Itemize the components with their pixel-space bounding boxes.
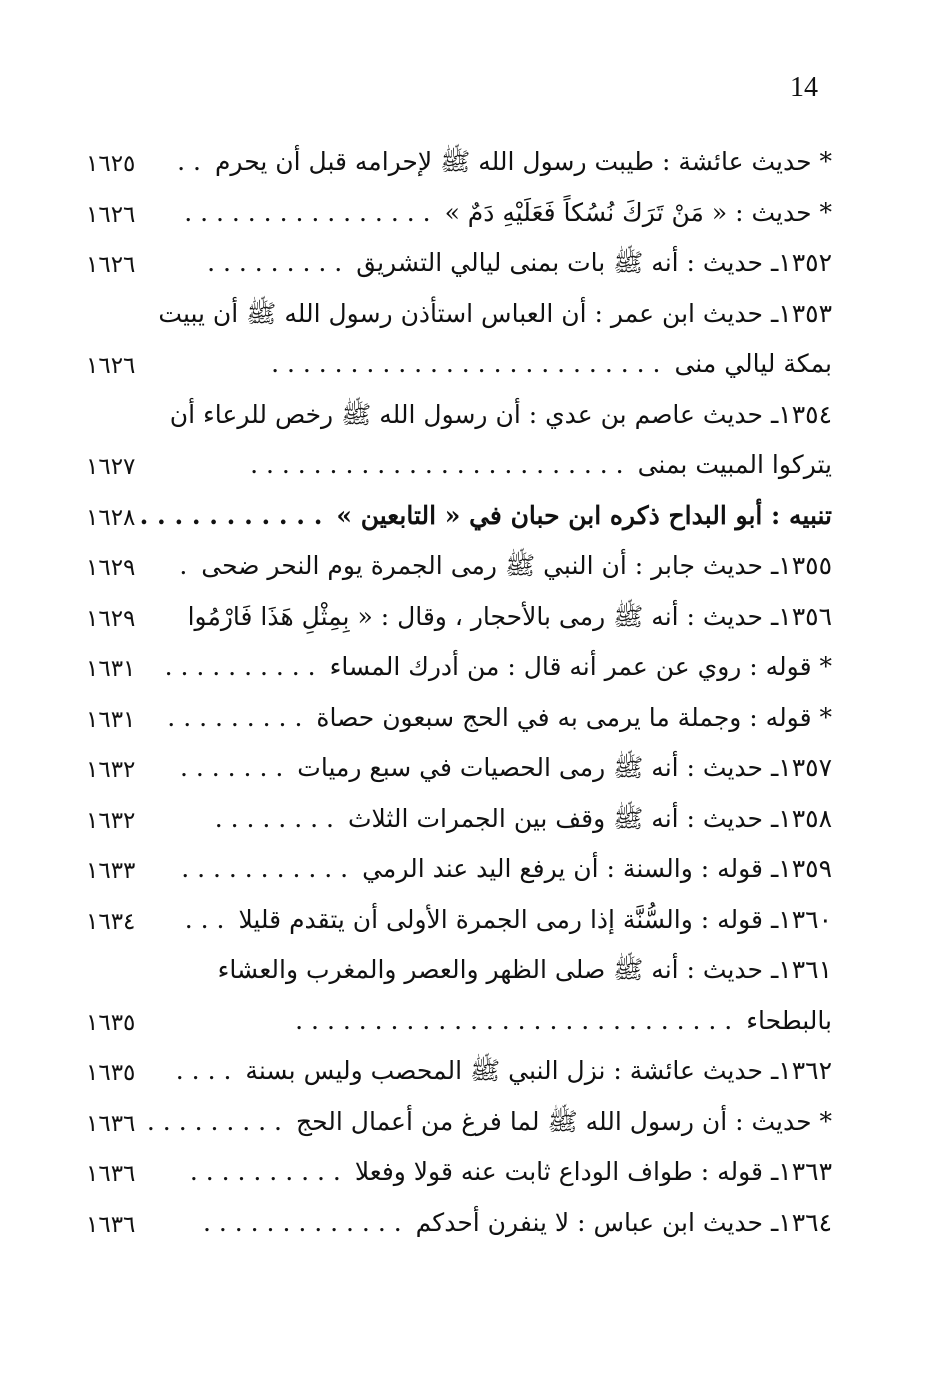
- toc-row: [0, 1098, 948, 1149]
- toc-entry-text: [190, 1154, 832, 1190]
- entry-title: ١٣٦٣ـ قوله : طواف الوداع ثابت عنه قولا وفعلا: [354, 1157, 832, 1186]
- toc-entry-text: [175, 1053, 832, 1089]
- table-of-contents: [0, 138, 948, 1249]
- entry-title: * قوله : وجملة ما يرمى به في الحج سبعون حصاة: [316, 702, 832, 732]
- toc-page-number: ١٦٣٢: [86, 807, 136, 834]
- leader-dots: . . . . . . . . .: [146, 1106, 283, 1136]
- toc-entry-text: [167, 700, 832, 736]
- entry-title: ١٣٥٦ـ حديث : أنه ﷺ رمى بالأحجار ، وقال : « بِمِثْلِ هَذَا فَارْمُوا: [187, 601, 832, 631]
- leader-dots: . . . . . . . . . . . . . . . . . . . . . . . . .: [271, 349, 661, 378]
- toc-row: [0, 694, 948, 745]
- toc-row: [0, 441, 948, 492]
- leader-dots: . . . . . . . . . . .: [139, 500, 323, 530]
- entry-title: ١٣٦٤ـ حديث ابن عباس : لا ينفرن أحدكم: [415, 1207, 832, 1237]
- entry-title: ١٣٥٩ـ قوله : والسنة : أن يرفع اليد عند الرمي: [362, 854, 832, 883]
- leader-dots: . . . . . . . . . . . . . . . .: [184, 197, 431, 227]
- toc-row: [0, 593, 948, 644]
- toc-page-number: ١٦٢٩: [86, 555, 136, 581]
- toc-page-number: ١٦٣١: [86, 706, 136, 733]
- toc-entry-text: [169, 397, 832, 433]
- toc-row: [0, 946, 948, 997]
- entry-title: ١٣٥٤ـ حديث عاصم بن عدي : أن رسول الله ﷺ رخص للرعاء أن: [169, 399, 832, 429]
- toc-page-number: ١٦٣٥: [86, 1009, 136, 1036]
- toc-row: [0, 290, 948, 341]
- leader-dots: . . . . . . . . .: [207, 248, 343, 277]
- entry-title: ١٣٥٨ـ حديث : أنه ﷺ وقف بين الجمرات الثلاث: [347, 803, 832, 833]
- toc-row: [0, 845, 948, 896]
- entry-title: * حديث عائشة : طيبت رسول الله ﷺ لإحرامه قبل أن يحرم: [214, 147, 832, 176]
- toc-page-number: ١٦٣٢: [86, 757, 136, 783]
- entry-title: ١٣٥٧ـ حديث : أنه ﷺ رمى الحصيات في سبع رميات: [297, 753, 832, 782]
- entry-title: * قوله : روي عن عمر أنه قال : من أدرك المساء: [329, 652, 832, 681]
- toc-entry-text: [190, 1205, 832, 1241]
- entry-title: ١٣٥٣ـ حديث ابن عمر : أن العباس استأذن رسول الله ﷺ أن يبيت: [158, 298, 832, 328]
- toc-entry-text: [177, 144, 832, 180]
- entry-title: بالبطحاء: [746, 1005, 832, 1035]
- toc-row: [0, 1047, 948, 1098]
- toc-row: [0, 340, 948, 391]
- toc-page-number: ١٦٢٦: [86, 201, 136, 228]
- toc-entry-text: [139, 498, 832, 534]
- leader-dots: . . . . . . . . . . . . .: [202, 1207, 402, 1237]
- leader-dots: . . . . . . . . .: [167, 702, 303, 732]
- leader-dots: . . .: [184, 904, 225, 934]
- toc-row: [0, 744, 948, 795]
- toc-entry-text: [179, 750, 832, 786]
- toc-page-number: ١٦٣٣: [86, 858, 136, 884]
- toc-entry-text: [190, 1003, 832, 1039]
- entry-title: * حديث : « مَنْ تَرَكَ نُسُكاً فَعَلَيْهِ دَمٌ »: [444, 197, 832, 227]
- toc-row: [0, 643, 948, 694]
- toc-entry-text: [164, 649, 832, 685]
- entry-title: تنبيه : أبو البداح ذكره ابن حبان في « التابعين »: [336, 500, 832, 530]
- toc-row: [0, 795, 948, 846]
- toc-row: [0, 1199, 948, 1250]
- toc-page-number: ١٦٣٤: [86, 908, 136, 935]
- toc-page-number: ١٦٢٦: [86, 252, 136, 278]
- entry-title: ١٣٦٢ـ حديث عائشة : نزل النبي ﷺ المحصب وليس بسنة: [245, 1056, 832, 1085]
- toc-page-number: ١٦٣٦: [86, 1110, 136, 1137]
- toc-entry-text: [190, 447, 832, 483]
- toc-entry-text: [184, 902, 832, 938]
- toc-row: [0, 1148, 948, 1199]
- leader-dots: . . . . . . . . . .: [164, 652, 316, 681]
- leader-dots: . . . . . . . . . . .: [181, 854, 349, 883]
- toc-entry-text: [190, 346, 832, 382]
- leader-dots: . . . .: [175, 1056, 232, 1085]
- toc-row: [0, 997, 948, 1048]
- entry-title: يتركوا المبيت بمنى: [637, 450, 832, 479]
- toc-page-number: ١٦٢٩: [86, 605, 136, 632]
- toc-row: [0, 391, 948, 442]
- toc-page-number: ١٦٢٦: [86, 353, 136, 379]
- toc-page-number: ١٦٢٧: [86, 454, 136, 480]
- toc-page-number: ١٦٣٥: [86, 1060, 136, 1086]
- entry-title: ١٣٥٢ـ حديث : أنه ﷺ بات بمنى ليالي التشريق: [356, 248, 832, 277]
- leader-dots: .: [179, 551, 188, 580]
- toc-page-number: ١٦٢٨: [86, 504, 136, 531]
- toc-page-number: ١٦٣٦: [86, 1211, 136, 1238]
- entry-title: ١٣٦٠ـ قوله : والسُّنَّة إذا رمى الجمرة الأولى أن يتقدم قليلا: [238, 904, 832, 934]
- toc-row: [0, 239, 948, 290]
- entry-title: ١٣٥٥ـ حديث جابر : أن النبي ﷺ رمى الجمرة يوم النحر ضحى: [201, 551, 832, 580]
- toc-entry-text: [146, 1104, 832, 1140]
- page-number: 14: [790, 72, 818, 103]
- toc-row: [0, 189, 948, 240]
- leader-dots: . . . . . . .: [179, 753, 284, 782]
- leader-dots: . . . . . . . . . . . . . . . . . . . . . . . . . . . .: [295, 1005, 733, 1035]
- toc-entry-text: [184, 195, 832, 231]
- toc-entry-text: [187, 599, 832, 635]
- leader-dots: . . . . . . . . . . . . . . . . . . . . . . . .: [250, 450, 624, 479]
- entry-title: ١٣٦١ـ حديث : أنه ﷺ صلى الظهر والعصر والمغرب والعشاء: [217, 955, 832, 984]
- toc-row: [0, 492, 948, 543]
- leader-dots: . . . . . . . . . .: [189, 1157, 341, 1186]
- toc-entry-text: [179, 548, 832, 584]
- toc-entry-text: [190, 245, 832, 281]
- leader-dots: . .: [177, 147, 201, 176]
- toc-page-number: ١٦٢٥: [86, 151, 136, 177]
- toc-page-number: ١٦٣١: [86, 656, 136, 682]
- toc-entry-text: [181, 851, 832, 887]
- toc-row: [0, 542, 948, 593]
- toc-row: [0, 138, 948, 189]
- toc-row: [0, 896, 948, 947]
- toc-entry-text: [190, 952, 832, 988]
- toc-entry-text: [158, 296, 832, 332]
- toc-entry-text: [190, 801, 832, 837]
- toc-page-number: ١٦٣٦: [86, 1161, 136, 1187]
- entry-title: * حديث : أن رسول الله ﷺ لما فرغ من أعمال الحج: [296, 1106, 832, 1136]
- entry-title: بمكة ليالي منى: [674, 349, 832, 378]
- leader-dots: . . . . . . . .: [214, 803, 334, 833]
